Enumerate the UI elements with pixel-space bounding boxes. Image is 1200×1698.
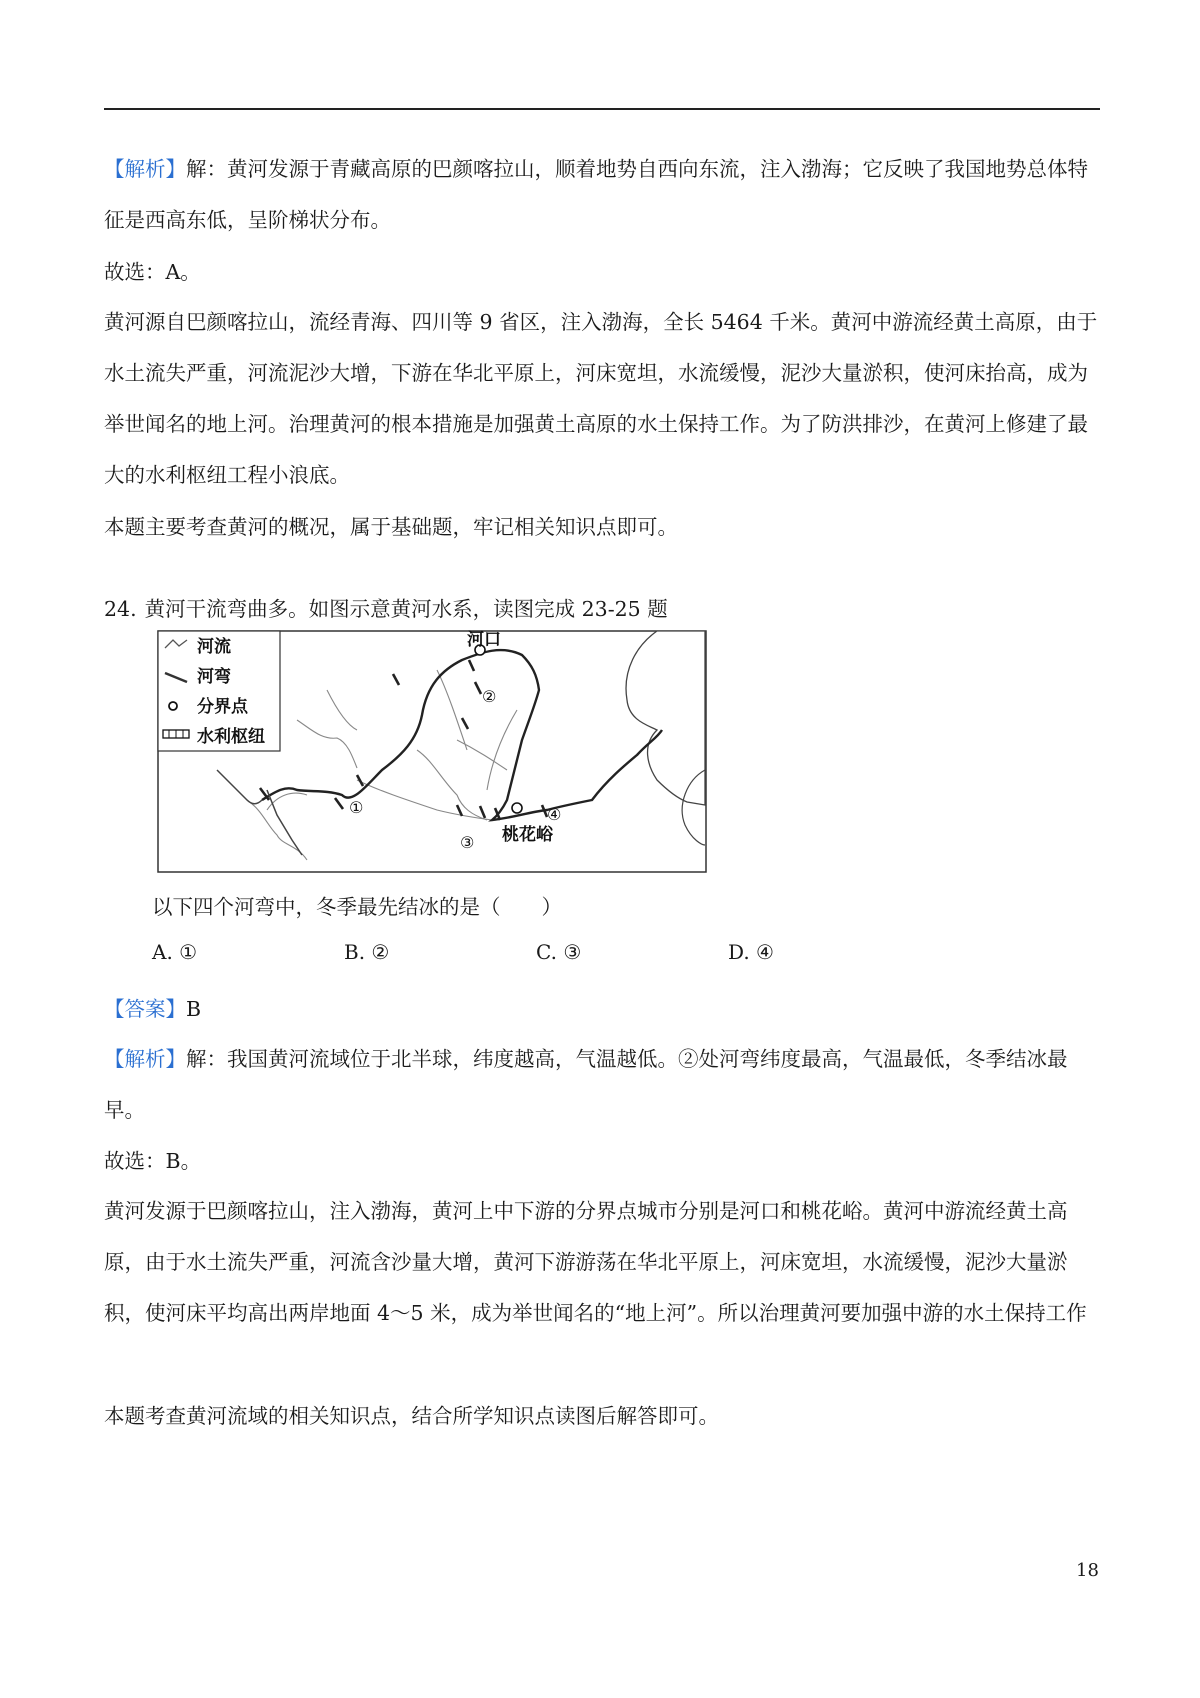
- answer-value: B: [186, 997, 202, 1021]
- analysis-tag: 【解析】: [104, 157, 186, 181]
- option-c-value: ③: [563, 940, 582, 964]
- bend-marker-2: ②: [482, 687, 497, 706]
- analysis-tag-2: 【解析】: [104, 1047, 186, 1071]
- options-row: [152, 940, 952, 974]
- summary-line-1: 本题主要考查黄河的概况，属于基础题，牢记相关知识点即可。: [104, 515, 678, 539]
- analysis-text-2: 解：我国黄河流域位于北半球，纬度越高，气温越低。②处河弯纬度最高，气温最低，冬季结冰最早。: [104, 1047, 1068, 1122]
- header-rule: [104, 108, 1100, 110]
- bend-marker-4: ④: [547, 805, 562, 824]
- legend-bend-label: 河弯: [197, 667, 231, 687]
- explanation-paragraph-1: 黄河源自巴颜喀拉山，流经青海、四川等 9 省区，注入渤海，全长 5464 千米。黄河中游流经黄土高原，由于水土流失严重，河流泥沙大增，下游在华北平原上，河床宽坦，水流缓慢，泥沙大量淤积，使河床抬高，成为举世闻名的地上河。治理黄河的根本措施是加强黄土高原的水土保持工作。为了防洪排沙，在黄河上修建了最大的水利枢纽工程小浪底。: [104, 310, 1098, 487]
- place-hekou: 河口: [467, 630, 501, 650]
- explanation-paragraph-2: 黄河发源于巴颜喀拉山，注入渤海，黄河上中下游的分界点城市分别是河口和桃花峪。黄河中游流经黄土高原，由于水土流失严重，河流含沙量大增，黄河下游游荡在华北平原上，河床宽坦，水流缓慢，泥沙大量淤积，使河床平均高出两岸地面 4～5 米，成为举世闻名的“地上河”。所以治理黄河要加强中游的水土保持工作: [104, 1199, 1087, 1325]
- sub-question: 以下四个河弯中，冬季最先结冰的是（ ）: [152, 895, 562, 919]
- legend-river-label: 河流: [197, 637, 231, 657]
- option-b-label: B.: [344, 940, 366, 964]
- analysis-paragraph-2: [104, 1034, 1098, 1136]
- summary-line-2: 本题考查黄河流域的相关知识点，结合所学知识点读图后解答即可。: [104, 1404, 719, 1428]
- option-d-label: D.: [728, 940, 750, 964]
- choice-line-2: 故选：B。: [104, 1149, 202, 1173]
- question-number: 24.: [104, 597, 137, 621]
- option-c[interactable]: [536, 940, 581, 964]
- page-number: 18: [1076, 1560, 1099, 1581]
- option-a-label: A.: [152, 940, 173, 964]
- question-stem: [104, 584, 1098, 635]
- answer-line: [104, 984, 1098, 1035]
- option-a[interactable]: [152, 940, 197, 964]
- place-taohuayu: 桃花峪: [502, 825, 553, 845]
- bend-marker-3: ③: [460, 833, 475, 852]
- boundary-point-taohuayu: [512, 803, 522, 813]
- option-c-label: C.: [536, 940, 557, 964]
- answer-tag: 【答案】: [104, 997, 186, 1021]
- option-b-value: ②: [371, 940, 390, 964]
- yellow-river-map: [157, 630, 707, 873]
- option-b[interactable]: [344, 940, 389, 964]
- legend-hub-label: 水利枢纽: [197, 727, 265, 747]
- legend-boundary-label: 分界点: [197, 697, 248, 717]
- option-d-value: ④: [756, 940, 774, 964]
- choice-line-1: 故选：A。: [104, 260, 201, 284]
- option-a-value: ①: [179, 940, 198, 964]
- question-stem-text: 黄河干流弯曲多。如图示意黄河水系，读图完成 23-25 题: [144, 597, 668, 621]
- option-d[interactable]: [728, 940, 774, 964]
- bend-marker-1: ①: [349, 798, 364, 817]
- legend-boundary-icon: [169, 702, 177, 710]
- analysis-text: 解：黄河发源于青藏高原的巴颜喀拉山，顺着地势自西向东流，注入渤海；它反映了我国地势总体特征是西高东低，呈阶梯状分布。: [104, 157, 1088, 232]
- map-svg: [157, 630, 707, 873]
- analysis-paragraph-1: [104, 144, 1098, 246]
